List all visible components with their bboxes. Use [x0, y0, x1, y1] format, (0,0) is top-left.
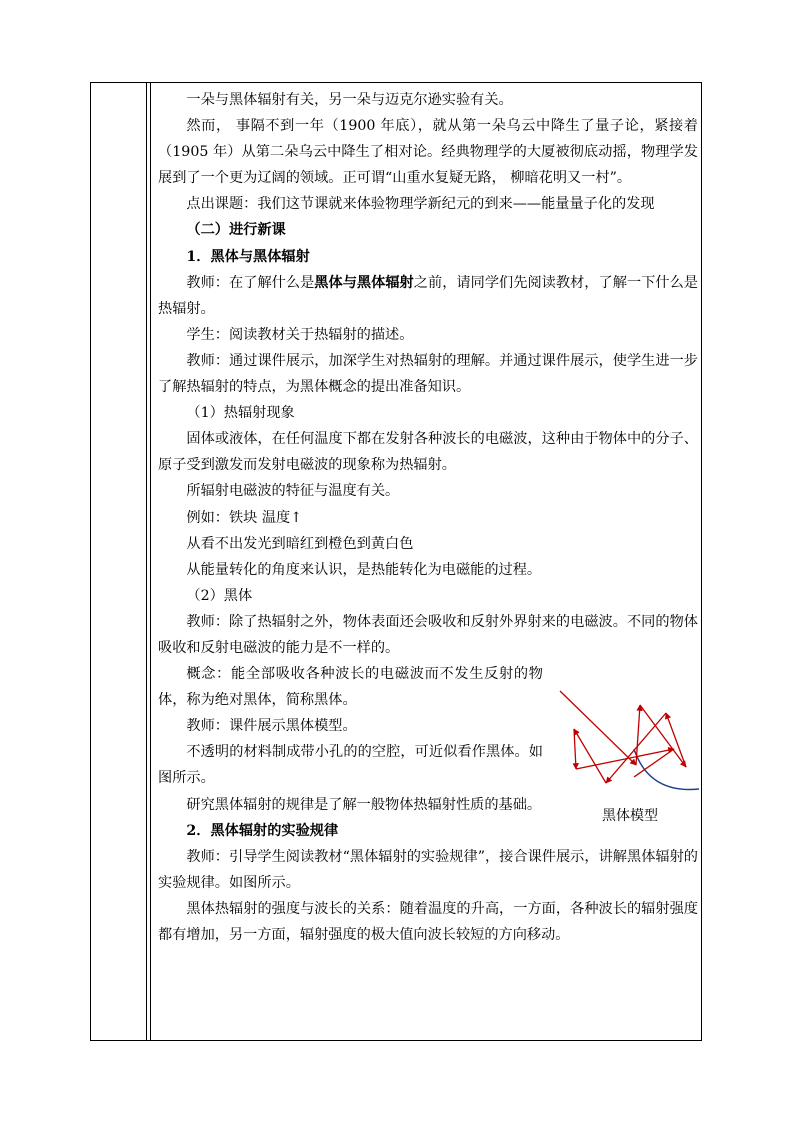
paragraph: 然而， 事隔不到一年（1900 年底），就从第一朵乌云中降生了量子论，紧接着（1905 年）从第二朵乌云中降生了相对论。经典物理学的大厦被彻底动摇，物理学发展到了一个更为辽阔的领域。正可谓“山重水复疑无路， 柳暗花明又一村”。 [158, 118, 698, 187]
paragraph: 点出课题：我们这节课就来体验物理学新纪元的到来——能量量子化的发现 [186, 196, 655, 213]
paragraph: 教师：引导学生阅读教材“黑体辐射的实验规律”，接合课件展示，讲解黑体辐射的实验规律。如图所示。 [158, 848, 698, 891]
paragraph: 教师：在了解什么是黑体与黑体辐射之前，请同学们先阅读教材，了解一下什么是热辐射。 [158, 274, 698, 317]
table-inner-divider [150, 83, 151, 1040]
paragraph: 概念：能全部吸收各种波长的电磁波而不发生反射的物体，称为绝对黑体，简称黑体。 [158, 666, 543, 709]
lesson-table [90, 82, 702, 1041]
figure-caption: 黑体模型 [602, 808, 658, 825]
paragraph: 从能量转化的角度来认识，是热能转化为电磁能的过程。 [186, 561, 542, 578]
figure-section [158, 661, 698, 825]
paragraph: 教师：除了热辐射之外，物体表面还会吸收和反射外界射来的电磁波。不同的物体吸收和反射电磁波的能力是不一样的。 [158, 613, 698, 656]
paragraph: 从看不出发光到暗红到橙色到黄白色 [186, 535, 414, 552]
paragraph: 学生：阅读教材关于热辐射的描述。 [186, 326, 414, 343]
paragraph: 教师：通过课件展示，加深学生对热辐射的理解。并通过课件展示，使学生进一步了解热辐射的特点，为黑体概念的提出准备知识。 [158, 352, 698, 396]
paragraph: 一朵与黑体辐射有关，另一朵与迈克尔逊实验有关。 [186, 92, 513, 108]
lesson-content [158, 87, 698, 948]
paragraph: 研究黑体辐射的规律是了解一般物体热辐射性质的基础。 [186, 796, 542, 813]
section-heading: 2．黑体辐射的实验规律 [186, 822, 339, 839]
reflected-rays [560, 691, 686, 783]
paragraph: 教师：课件展示黑体模型。 [186, 718, 357, 735]
paragraph: 黑体热辐射的强度与波长的关系：随着温度的升高，一方面，各种波长的辐射强度都有增加，另一方面，辐射强度的极大值向波长较短的方向移动。 [158, 900, 698, 943]
paragraph: 所辐射电磁波的特征与温度有关。 [186, 483, 400, 500]
subsection-heading: （1）热辐射现象 [186, 405, 295, 422]
section-heading: 1．黑体与黑体辐射 [186, 248, 310, 265]
paragraph: 固体或液体，在任何温度下都在发射各种波长的电磁波，这种由于物体中的分子、原子受到激发而发射电磁波的现象称为热辐射。 [158, 431, 698, 474]
table-column-divider [146, 83, 147, 1040]
paragraph: 例如：铁块 温度↑ [186, 509, 303, 526]
subsection-heading: （2）黑体 [186, 587, 253, 604]
paragraph: 不透明的材料制成带小孔的的空腔，可近似看作黑体。如图所示。 [158, 744, 543, 787]
section-heading: （二）进行新课 [186, 222, 286, 239]
